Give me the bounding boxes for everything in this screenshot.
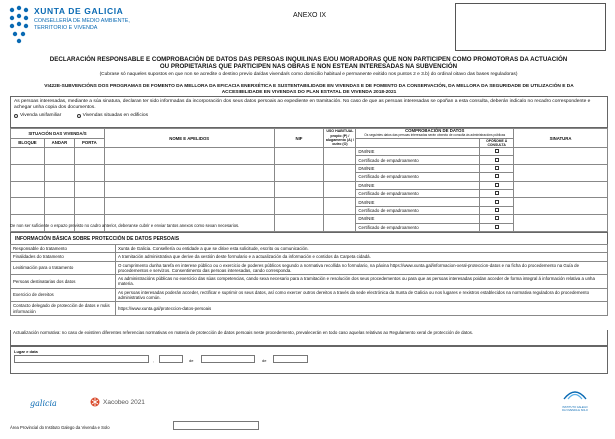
org-name: XUNTA DE GALICIA [34, 6, 124, 16]
footer-logos [0, 385, 615, 415]
tenant-row [11, 148, 608, 156]
addressee-label: Área Provincial do Instituto Galego da Vivenda e Solo [10, 425, 110, 430]
bloque-cell[interactable] [11, 148, 45, 165]
uso-cell[interactable] [324, 148, 356, 165]
header-nif: NIF [274, 129, 324, 148]
uso-cell[interactable] [324, 198, 356, 215]
andar-cell[interactable] [44, 164, 74, 181]
data-protection-row [11, 245, 608, 253]
andar-cell[interactable] [44, 198, 74, 215]
opon-empadroamento-checkbox[interactable] [495, 158, 499, 162]
igvs-logo-line1: INSTITUTO GALEGO [562, 406, 588, 409]
xacobeo-logo [90, 397, 145, 407]
porta-cell[interactable] [74, 148, 104, 165]
opon-empadroamento-cell [480, 189, 514, 197]
data-protection-row [11, 302, 608, 316]
tenants-table-body [11, 148, 608, 232]
header-andar: ANDAR [44, 138, 74, 147]
nome-cell[interactable] [104, 198, 274, 215]
header-situacion: SITUACIÓN DAS VIVENDA/S [11, 129, 105, 139]
opon-empadroamento-cell [480, 223, 514, 231]
normative-update-note: Actualización normativa: no caso de existiren diferentes referencias normativas en materia de protección de datos persoais neste procedemento, prevalecerán en todo caso aquelas relativas ao Regulamento xeral de protección de datos. [10, 330, 608, 346]
bloque-cell[interactable] [11, 198, 45, 215]
nome-cell[interactable] [104, 148, 274, 165]
place-input[interactable] [14, 355, 149, 363]
radio-unifamiliar-label: Vivenda unifamiliar [20, 113, 62, 118]
data-protection-row [11, 253, 608, 261]
data-protection-row [11, 261, 608, 275]
day-input[interactable] [159, 355, 183, 363]
radio-edificios[interactable] [77, 113, 148, 119]
data-protection-key: Exercicio de dereitos [11, 288, 116, 302]
radio-circle-icon [14, 114, 18, 118]
andar-cell[interactable] [44, 181, 74, 198]
uso-cell[interactable] [324, 181, 356, 198]
data-protection-key: Persoas destinatarias dos datos [11, 275, 116, 289]
xunta-logo [8, 4, 178, 52]
data-protection-row [11, 288, 608, 302]
form-note: (Cubrase só naqueles supostos en que non se acredite o destino previo da/das vivenda/s como domicilio habitual e permanente exitido nos puntos 2 e 3.b) do ordinal oitavo das bases reguladoras) [99, 72, 518, 77]
opon-empadroamento-checkbox[interactable] [495, 191, 499, 195]
sinatura-cell[interactable] [514, 215, 608, 232]
tenant-row [11, 181, 608, 189]
nif-cell[interactable] [274, 215, 324, 232]
sinatura-cell[interactable] [514, 181, 608, 198]
opon-dni-cell [480, 198, 514, 206]
xacobeo-shell-icon [90, 397, 100, 407]
opon-dni-checkbox[interactable] [495, 166, 499, 170]
tenants-table [10, 128, 608, 232]
year-input[interactable] [273, 355, 308, 363]
opon-dni-cell [480, 181, 514, 189]
form-title-line1: DECLARACIÓN RESPONSABLE E COMPROBACIÓN DE DATOS DAS PERSOAS INQUILINAS E/OU MORADORAS QUE NON PARTICIPEN COMO PROMOTORAS DA ACTUACIÓN [49, 56, 568, 63]
data-protection-value: https://www.xunta.gal/proteccion-datos-persoais [116, 302, 608, 316]
nome-cell[interactable] [104, 181, 274, 198]
uso-cell[interactable] [324, 164, 356, 181]
nif-cell[interactable] [274, 148, 324, 165]
porta-cell[interactable] [74, 164, 104, 181]
data-protection-title: INFORMACIÓN BÁSICA SOBRE PROTECCIÓN DE DATOS PERSOAIS [10, 232, 608, 244]
radio-circle-icon [77, 114, 81, 118]
nif-cell[interactable] [274, 164, 324, 181]
opon-dni-cell [480, 215, 514, 223]
opon-dni-checkbox[interactable] [495, 149, 499, 153]
header-comprobacion-blank [356, 138, 480, 147]
data-protection-key: Responsable do tratamento [11, 245, 116, 253]
sinatura-cell[interactable] [514, 164, 608, 181]
tenant-row [11, 215, 608, 223]
igvs-logo-line2: DA VIVENDA E SOLO [562, 409, 588, 412]
procedure-title-line2: ACCESIBILIDADE EN VIVENDAS DO PLAN ESTATAL DE VIVENDA 2018-2021 [221, 90, 397, 95]
data-protection-value: A tramitación administrativa que derive da xestión deste formulario e a actualización da información e contidos da Carpeta cidadá. [116, 253, 608, 261]
igvs-logo [555, 387, 595, 412]
dni-nie-label: DNI/NIE [356, 215, 480, 223]
opon-dni-checkbox[interactable] [495, 200, 499, 204]
org-department-line1: CONSELLERÍA DE MEDIO AMBIENTE, [34, 18, 130, 24]
header-opon: OPÓÑOME Á CONSULTA [480, 138, 514, 147]
tenant-row [11, 164, 608, 172]
org-department [34, 18, 179, 31]
tenant-row [11, 198, 608, 206]
empadroamento-label: Certificado de empadroamento [356, 173, 480, 181]
porta-cell[interactable] [74, 181, 104, 198]
header-sinatura: SINATURA [514, 129, 608, 148]
sinatura-cell[interactable] [514, 198, 608, 215]
empadroamento-label: Certificado de empadroamento [356, 206, 480, 214]
dni-nie-label: DNI/NIE [356, 148, 480, 156]
opon-empadroamento-checkbox[interactable] [495, 174, 499, 178]
igvs-emblem-icon [562, 387, 588, 401]
opon-dni-checkbox[interactable] [495, 216, 499, 220]
dni-nie-label: DNI/NIE [356, 164, 480, 172]
dni-nie-label: DNI/NIE [356, 181, 480, 189]
registry-stamp-box [455, 3, 606, 51]
header-comprobacion [356, 129, 514, 139]
header-nome: NOME E APELIDOS [104, 129, 274, 148]
porta-cell[interactable] [74, 198, 104, 215]
date-de-1: de [189, 358, 194, 363]
data-protection-table [10, 244, 608, 316]
galicia-logo: galicia [30, 399, 57, 408]
empadroamento-label: Certificado de empadroamento [356, 156, 480, 164]
nif-cell[interactable] [274, 198, 324, 215]
empadroamento-label: Certificado de empadroamento [356, 223, 480, 231]
bloque-cell[interactable] [11, 164, 45, 181]
header-uso: USO HABITUAL propio (P) / alugamento (A) / outro (O) [325, 129, 354, 147]
procedure-title [10, 84, 608, 96]
form-title [36, 56, 581, 71]
nif-cell[interactable] [274, 181, 324, 198]
data-protection-body [11, 245, 608, 316]
data-protection-key: Finalidades do tratamento [11, 253, 116, 261]
form-title-line2: OU PROPIETARIAS QUE PARTICIPEN NAS OBRAS E NON ESTEAN INTERESADAS NA SUBVENCIÓN [159, 63, 458, 71]
procedure-title-line1: VI422E-SUBVENCIÓNS DOS PROGRAMAS DE FOMENTO DA MELLORA DA EFICACIA ENERXÉTICA E SUSTENTABILIDADE EN VIVENDAS E DE FOMENTO DA CONSERVACIÓN, DA MELLORA DA SEGURIDADE DE UTILIZACIÓN E DA [44, 84, 574, 89]
date-de-2: de [262, 358, 267, 363]
data-protection-key: Lexitimación para o tratamento [11, 261, 116, 275]
intro-text: As persoas interesadas, mediante a súa sinatura, declaran ter sido informadas da incorporación dos seus datos persoais ao expediente en tramitación. No caso de que as persoas interesadas se opoñan a esta consulta, deberán indicalo no recadro correspondente e achegar unha copia dos documentos. [14, 99, 591, 110]
radio-unifamiliar[interactable] [14, 113, 61, 119]
month-input[interactable] [201, 355, 255, 363]
nome-cell[interactable] [104, 164, 274, 181]
opon-empadroamento-cell [480, 173, 514, 181]
header-comprobacion-note: Os seguintes datos das persoas interesadas serán obxecto de consulta ás administracións públicas [364, 133, 506, 138]
table-footnote: De non ser suficiente o espazo previsto no cadro anterior, deberanse cubrir e enviar tantos anexos como sexan necesarios. [10, 223, 240, 228]
andar-cell[interactable] [44, 148, 74, 165]
xacobeo-logo-text: Xacobeo 2021 [103, 398, 145, 406]
dni-nie-label: DNI/NIE [356, 198, 480, 206]
bloque-cell[interactable] [11, 181, 45, 198]
addressee-code-input[interactable] [173, 421, 259, 430]
data-protection-value: Xunta de Galicia. Consellería ou entidade a que se dirixe esta solicitude, escrito ou comunicación. [116, 245, 608, 253]
opon-dni-cell [480, 148, 514, 156]
data-protection-value: As administracións públicas no exercicio das súas competencias, cando sexa necesario para a tramitación e resolución dos seus procedementos ou para que as persoas interesadas poidan acceder de forma integral á información relativa a unha materia. [116, 275, 608, 289]
place-date-label: Lugar e data [14, 349, 38, 354]
data-protection-key: Contacto delegado de protección de datos e máis información [11, 302, 116, 316]
empadroamento-label: Certificado de empadroamento [356, 189, 480, 197]
data-protection-value: As persoas interesadas poderán acceder, rectificar e suprimir os seus datos, así como exercer outros dereitos a través da sede electrónica da Xunta de Galicia ou nos lugares e rexistros establecidos na normativa reguladora do procedemento administrativo común. [116, 288, 608, 302]
data-protection-row [11, 275, 608, 289]
radio-edificios-label: Vivendas situadas en edificios [82, 113, 149, 118]
opon-empadroamento-checkbox[interactable] [495, 225, 499, 229]
opon-empadroamento-checkbox[interactable] [495, 208, 499, 212]
header-bloque: BLOQUE [11, 138, 45, 147]
comma-separator: , [153, 358, 155, 363]
opon-dni-cell [480, 164, 514, 172]
opon-empadroamento-cell [480, 206, 514, 214]
place-date-section [10, 346, 608, 374]
annex-label: ANEXO IX [293, 12, 327, 19]
opon-empadroamento-cell [480, 156, 514, 164]
opon-dni-checkbox[interactable] [495, 183, 499, 187]
uso-cell[interactable] [324, 215, 356, 232]
header-porta: PORTA [74, 138, 104, 147]
header-comprobacion-title: COMPROBACIÓN DE DATOS [405, 128, 465, 134]
data-protection-value: O cumprimento dunha tarefa en interese público ou o exercicio de poderes públicos segundo a normativa recollida no formulario, na páxina https://www.xunta.gal/informacion-xeral-proteccion-datos e na ficha do procedemento na Guía de procedementos e servizos. Consentimento das persoas interesadas, cando corresponda. [116, 261, 608, 275]
org-department-line2: TERRITORIO E VIVENDA [34, 24, 98, 31]
xunta-emblem-icon [8, 4, 30, 48]
intro-box [10, 96, 608, 128]
sinatura-cell[interactable] [514, 148, 608, 165]
